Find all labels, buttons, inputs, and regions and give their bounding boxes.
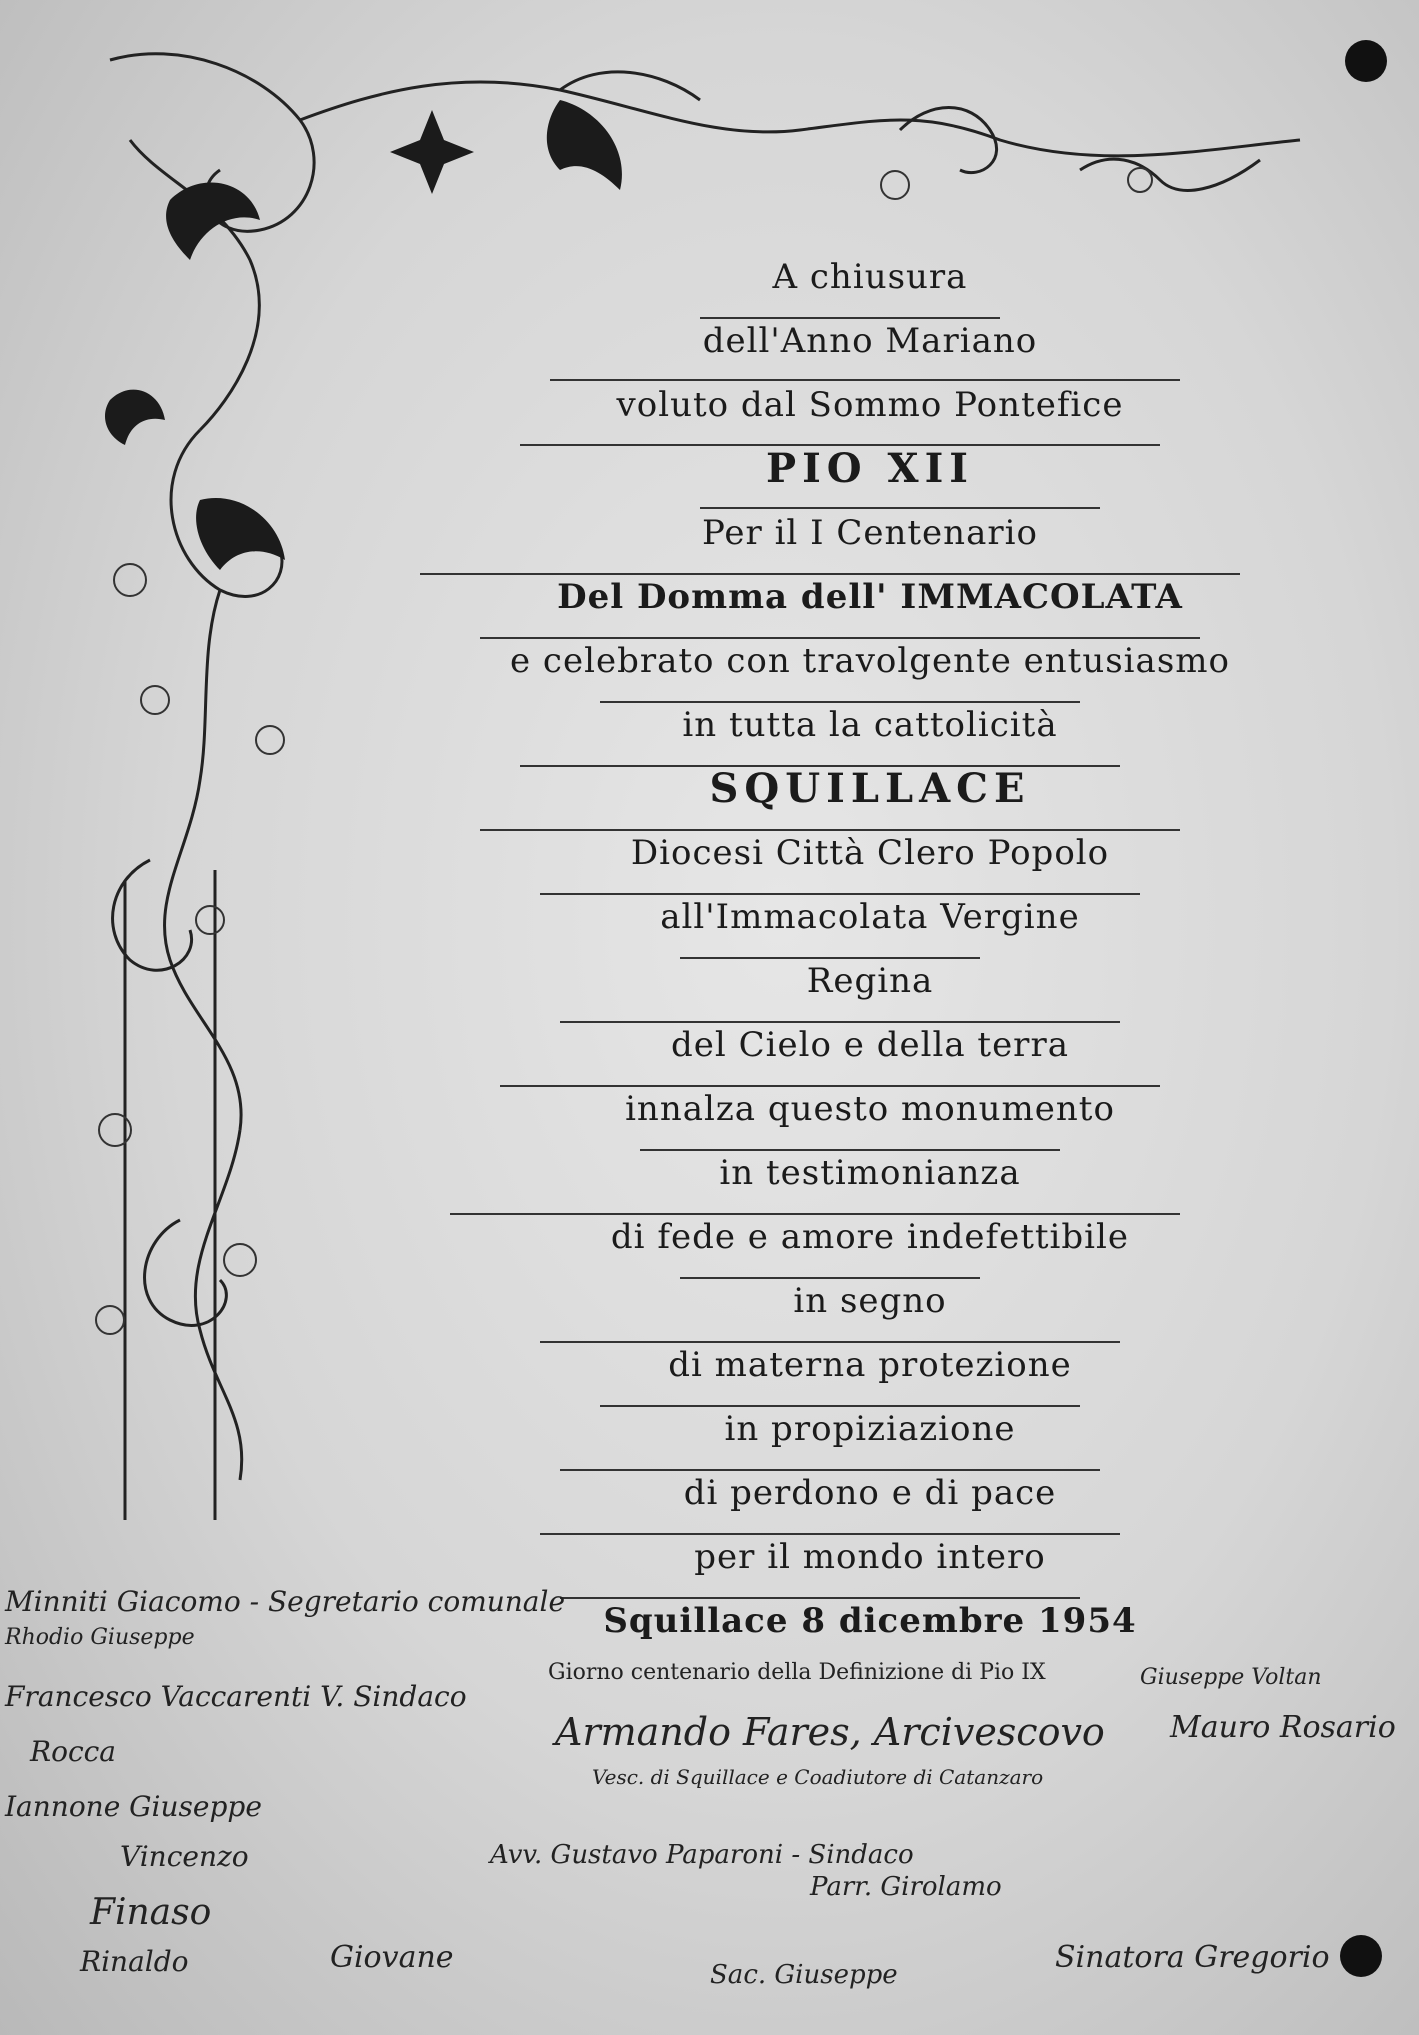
signature: Giuseppe Voltan bbox=[1140, 1665, 1322, 1690]
text-line: all'Immacolata Vergine bbox=[660, 897, 1080, 937]
signature: Vesc. di Squillace e Coadiutore di Catanzaro bbox=[592, 1765, 1044, 1789]
text-line: e celebrato con travolgente entusiasmo bbox=[510, 641, 1230, 681]
signature: Avv. Gustavo Paparoni - Sindaco bbox=[490, 1840, 914, 1870]
centenary-note: Giorno centenario della Definizione di Pio IX bbox=[548, 1660, 1046, 1685]
text-line: di fede e amore indefettibile bbox=[610, 1217, 1130, 1257]
text-line: in propiziazione bbox=[724, 1409, 1016, 1449]
signature: Vincenzo bbox=[120, 1840, 249, 1873]
signature: Iannone Giuseppe bbox=[5, 1790, 262, 1823]
signature: Armando Fares, Arcivescovo bbox=[555, 1710, 1105, 1754]
signature: Minniti Giacomo - Segretario comunale bbox=[5, 1585, 566, 1618]
text-line: voluto dal Sommo Pontefice bbox=[616, 385, 1124, 425]
text-line: Diocesi Città Clero Popolo bbox=[630, 833, 1110, 873]
text-line: A chiusura bbox=[772, 257, 968, 297]
signature: Giovane bbox=[330, 1940, 454, 1975]
signature: Mauro Rosario bbox=[1170, 1710, 1396, 1745]
signature: Francesco Vaccarenti V. Sindaco bbox=[5, 1680, 467, 1713]
date-line: Squillace 8 dicembre 1954 bbox=[603, 1601, 1137, 1641]
text-line: del Cielo e della terra bbox=[671, 1025, 1069, 1065]
signature: Parr. Girolamo bbox=[810, 1872, 1002, 1902]
text-line: in testimonianza bbox=[719, 1153, 1021, 1193]
text-line: in segno bbox=[793, 1281, 947, 1321]
signature: Sinatora Gregorio bbox=[1055, 1940, 1330, 1975]
signature: Rocca bbox=[30, 1735, 116, 1768]
text-line: dell'Anno Mariano bbox=[702, 321, 1038, 361]
text-line: Per il I Centenario bbox=[702, 513, 1038, 553]
text-line: Regina bbox=[806, 961, 934, 1001]
text-line: innalza questo monumento bbox=[625, 1089, 1115, 1129]
signature: Finaso bbox=[90, 1892, 212, 1933]
text-line: di materna protezione bbox=[668, 1345, 1072, 1385]
corner-mark bbox=[1340, 1935, 1382, 1977]
signature: Rinaldo bbox=[80, 1945, 189, 1978]
text-line: Del Domma dell' IMMACOLATA bbox=[557, 577, 1183, 617]
text-line: in tutta la cattolicità bbox=[682, 705, 1058, 745]
text-line: per il mondo intero bbox=[694, 1537, 1046, 1577]
text-line: PIO XII bbox=[765, 445, 974, 492]
text-line: di perdono e di pace bbox=[683, 1473, 1057, 1513]
text-line: SQUILLACE bbox=[709, 765, 1031, 812]
signature: Sac. Giuseppe bbox=[710, 1960, 898, 1990]
signature: Rhodio Giuseppe bbox=[5, 1625, 195, 1650]
